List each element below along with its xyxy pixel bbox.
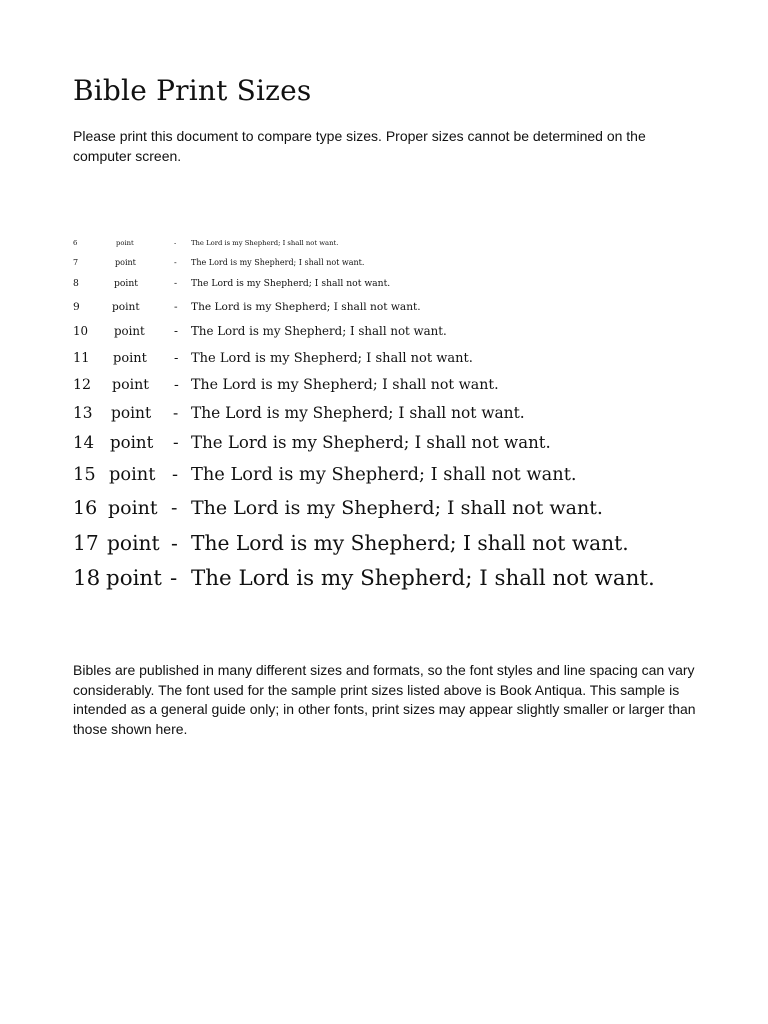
- size-dash: -: [172, 464, 179, 485]
- size-unit: point: [113, 351, 147, 366]
- size-number: 11: [73, 351, 90, 366]
- sample-text: The Lord is my Shepherd; I shall not want.: [191, 258, 365, 267]
- size-number: 10: [73, 324, 89, 338]
- size-dash: -: [171, 497, 178, 519]
- size-number: 8: [73, 278, 79, 289]
- sample-text: The Lord is my Shepherd; I shall not want.: [191, 464, 577, 485]
- size-number: 6: [73, 239, 78, 247]
- size-dash: -: [170, 566, 178, 591]
- size-dash: -: [174, 239, 177, 247]
- size-unit: point: [111, 404, 152, 422]
- sample-text: The Lord is my Shepherd; I shall not want.: [191, 351, 473, 366]
- size-number: 14: [73, 433, 95, 452]
- size-unit: point: [112, 377, 149, 393]
- sample-text: The Lord is my Shepherd; I shall not want.: [191, 433, 551, 452]
- size-dash: -: [171, 531, 178, 555]
- size-number: 16: [73, 497, 98, 519]
- page-title: Bible Print Sizes: [73, 74, 312, 107]
- size-number: 7: [73, 258, 79, 267]
- sample-text: The Lord is my Shepherd; I shall not want.: [191, 278, 391, 289]
- sample-text: The Lord is my Shepherd; I shall not want.: [191, 301, 421, 313]
- size-number: 17: [73, 531, 99, 555]
- size-dash: -: [174, 324, 178, 338]
- sample-text: The Lord is my Shepherd; I shall not want.: [191, 566, 655, 591]
- sample-text: The Lord is my Shepherd; I shall not want.: [191, 404, 525, 422]
- size-unit: point: [107, 531, 160, 555]
- size-unit: point: [114, 324, 145, 338]
- size-number: 15: [73, 464, 96, 485]
- size-number: 18: [73, 566, 101, 591]
- size-dash: -: [174, 278, 178, 289]
- size-number: 9: [73, 301, 80, 313]
- sample-text: The Lord is my Shepherd; I shall not want.: [191, 377, 499, 393]
- size-unit: point: [109, 464, 156, 485]
- size-number: 12: [73, 377, 92, 393]
- footer-paragraph: Bibles are published in many different sizes and formats, so the font styles and line spacing can vary considerably. The font used for the sample print sizes listed above is Book Antiqua. This sample is intended as a general guide only; in other fonts, print sizes may appear slightly smaller or larger than those shown here.: [73, 662, 696, 737]
- size-dash: -: [174, 258, 177, 267]
- size-unit: point: [116, 239, 134, 247]
- size-dash: -: [173, 404, 179, 422]
- size-unit: point: [114, 278, 138, 289]
- sample-text: The Lord is my Shepherd; I shall not want.: [191, 531, 629, 555]
- size-dash: -: [173, 433, 179, 452]
- size-unit: point: [108, 497, 158, 519]
- sample-text: The Lord is my Shepherd; I shall not want.: [191, 239, 339, 247]
- size-unit: point: [112, 301, 140, 313]
- sample-text: The Lord is my Shepherd; I shall not want.: [191, 497, 603, 519]
- size-unit: point: [110, 433, 154, 452]
- size-number: 13: [73, 404, 93, 422]
- size-dash: -: [174, 377, 179, 393]
- size-dash: -: [174, 301, 178, 313]
- size-dash: -: [174, 351, 179, 366]
- sample-text: The Lord is my Shepherd; I shall not want.: [191, 324, 447, 338]
- size-unit: point: [115, 258, 136, 267]
- intro-paragraph: Please print this document to compare type sizes. Proper sizes cannot be determined on the computer screen.: [73, 128, 646, 164]
- size-unit: point: [106, 566, 162, 591]
